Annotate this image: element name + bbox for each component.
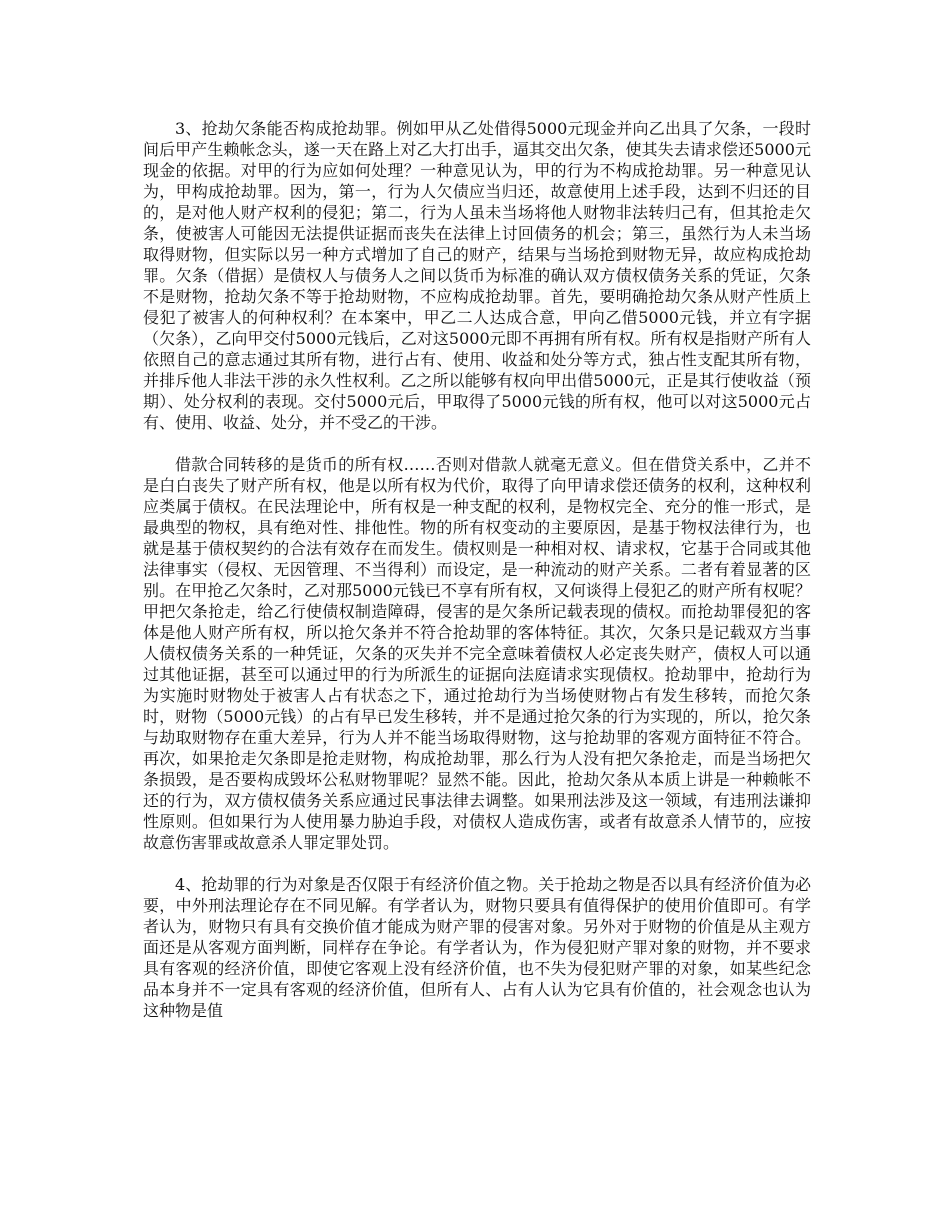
paragraph-robbery-iou: 3、抢劫欠条能否构成抢劫罪。例如甲从乙处借得5000元现金并向乙出具了欠条，一段时间后甲产生赖帐念头，遂一天在路上对乙大打出手，逼其交出欠条，使其失去请求偿还5000元现金的依据。对甲的行为应如何处理？一种意见认为，甲的行为不构成抢劫罪。另一种意见认为，甲构成抢劫罪。因为，第一，行为人欠债应当归还，故意使用上述手段，达到不归还的目的，是对他人财产权利的侵犯；第二，行为人虽未当场将他人财物非法转归己有，但其抢走欠条，使被害人可能因无法提供证据而丧失在法律上讨回债务的机会；第三，虽然行为人未当场取得财物，但实际以另一种方式增加了自己的财产，结果与当场抢到财物无异，故应构成抢劫罪。欠条（借据）是债权人与债务人之间以货币为标准的确认双方债权债务关系的凭证，欠条不是财物，抢劫欠条不等于抢劫财物，不应构成抢劫罪。首先，要明确抢劫欠条从财产性质上侵犯了被害人的何种权利？在本案中，甲乙二人达成合意，甲向乙借5000元钱，并立有字据（欠条），乙向甲交付5000元钱后，乙对这5000元即不再拥有所有权。所有权是指财产所有人依照自己的意志通过其所有物，进行占有、使用、收益和处分等方式，独占性支配其所有物，并排斥他人非法干涉的永久性权利。乙之所以能够有权向甲出借5000元，正是其行使收益（预期）、处分权利的表现。交付5000元后，甲取得了5000元钱的所有权，他可以对这5000元占有、使用、收益、处分，并不受乙的干涉。	[143, 119, 811, 432]
paragraph-economic-value: 4、抢劫罪的行为对象是否仅限于有经济价值之物。关于抢劫之物是否以具有经济价值为必要，中外刑法理论存在不同见解。有学者认为，财物只要具有值得保护的使用价值即可。有学者认为，财物只有具有交换价值才能成为财产罪的侵害对象。另外对于财物的价值是从主观方面还是从客观方面判断，同样存在争论。有学者认为，作为侵犯财产罪对象的财物，并不要求具有客观的经济价值，即使它客观上没有经济价值，也不失为侵犯财产罪的对象，如某些纪念品本身并不一定具有客观的经济价值，但所有人、占有人认为它具有价值的，社会观念也认为这种物是值	[143, 875, 811, 1020]
paragraph-loan-contract: 借款合同转移的是货币的所有权……否则对借款人就毫无意义。但在借贷关系中，乙并不是白白丧失了财产所有权，他是以所有权为代价，取得了向甲请求偿还债务的权利，这种权利应类属于债权。在民法理论中，所有权是一种支配的权利，是物权完全、充分的惟一形式，是最典型的物权，具有绝对性、排他性。物的所有权变动的主要原因，是基于物权法律行为，也就是基于债权契约的合法有效存在而发生。债权则是一种相对权、请求权，它基于合同或其他法律事实（侵权、无因管理、不当得利）而设定，是一种流动的财产关系。二者有着显著的区别。在甲抢乙欠条时，乙对那5000元钱已不享有所有权，又何谈得上侵犯乙的财产所有权呢？甲把欠条抢走，给乙行使债权制造障碍，侵害的是欠条所记载表现的债权。而抢劫罪侵犯的客体是他人财产所有权，所以抢欠条并不符合抢劫罪的客体特征。其次，欠条只是记载双方当事人债权债务关系的一种凭证，欠条的灭失并不完全意味着债权人必定丧失财产，债权人可以通过其他证据，甚至可以通过甲的行为所派生的证据向法庭请求实现债权。抢劫罪中，抢劫行为为实施时财物处于被害人占有状态之下，通过抢劫行为当场使财物占有发生移转，而抢欠条时，财物（5000元钱）的占有早已发生移转，并不是通过抢欠条的行为实现的，所以，抢欠条与劫取财物存在重大差异，行为人并不能当场取得财物，这与抢劫罪的客观方面特征不符合。再次，如果抢走欠条即是抢走财物，构成抢劫罪，那么行为人没有把欠条抢走，而是当场把欠条损毁，是否要构成毁坏公私财物罪呢？显然不能。因此，抢劫欠条从本质上讲是一种赖帐不还的行为，双方债权债务关系应通过民事法律去调整。如果刑法涉及这一领域，有违刑法谦抑性原则。但如果行为人使用暴力胁迫手段，对债权人造成伤害，或者有故意杀人情节的，应按故意伤害罪或故意杀人罪定罪处罚。	[143, 455, 811, 852]
document-page	[143, 118, 811, 1021]
